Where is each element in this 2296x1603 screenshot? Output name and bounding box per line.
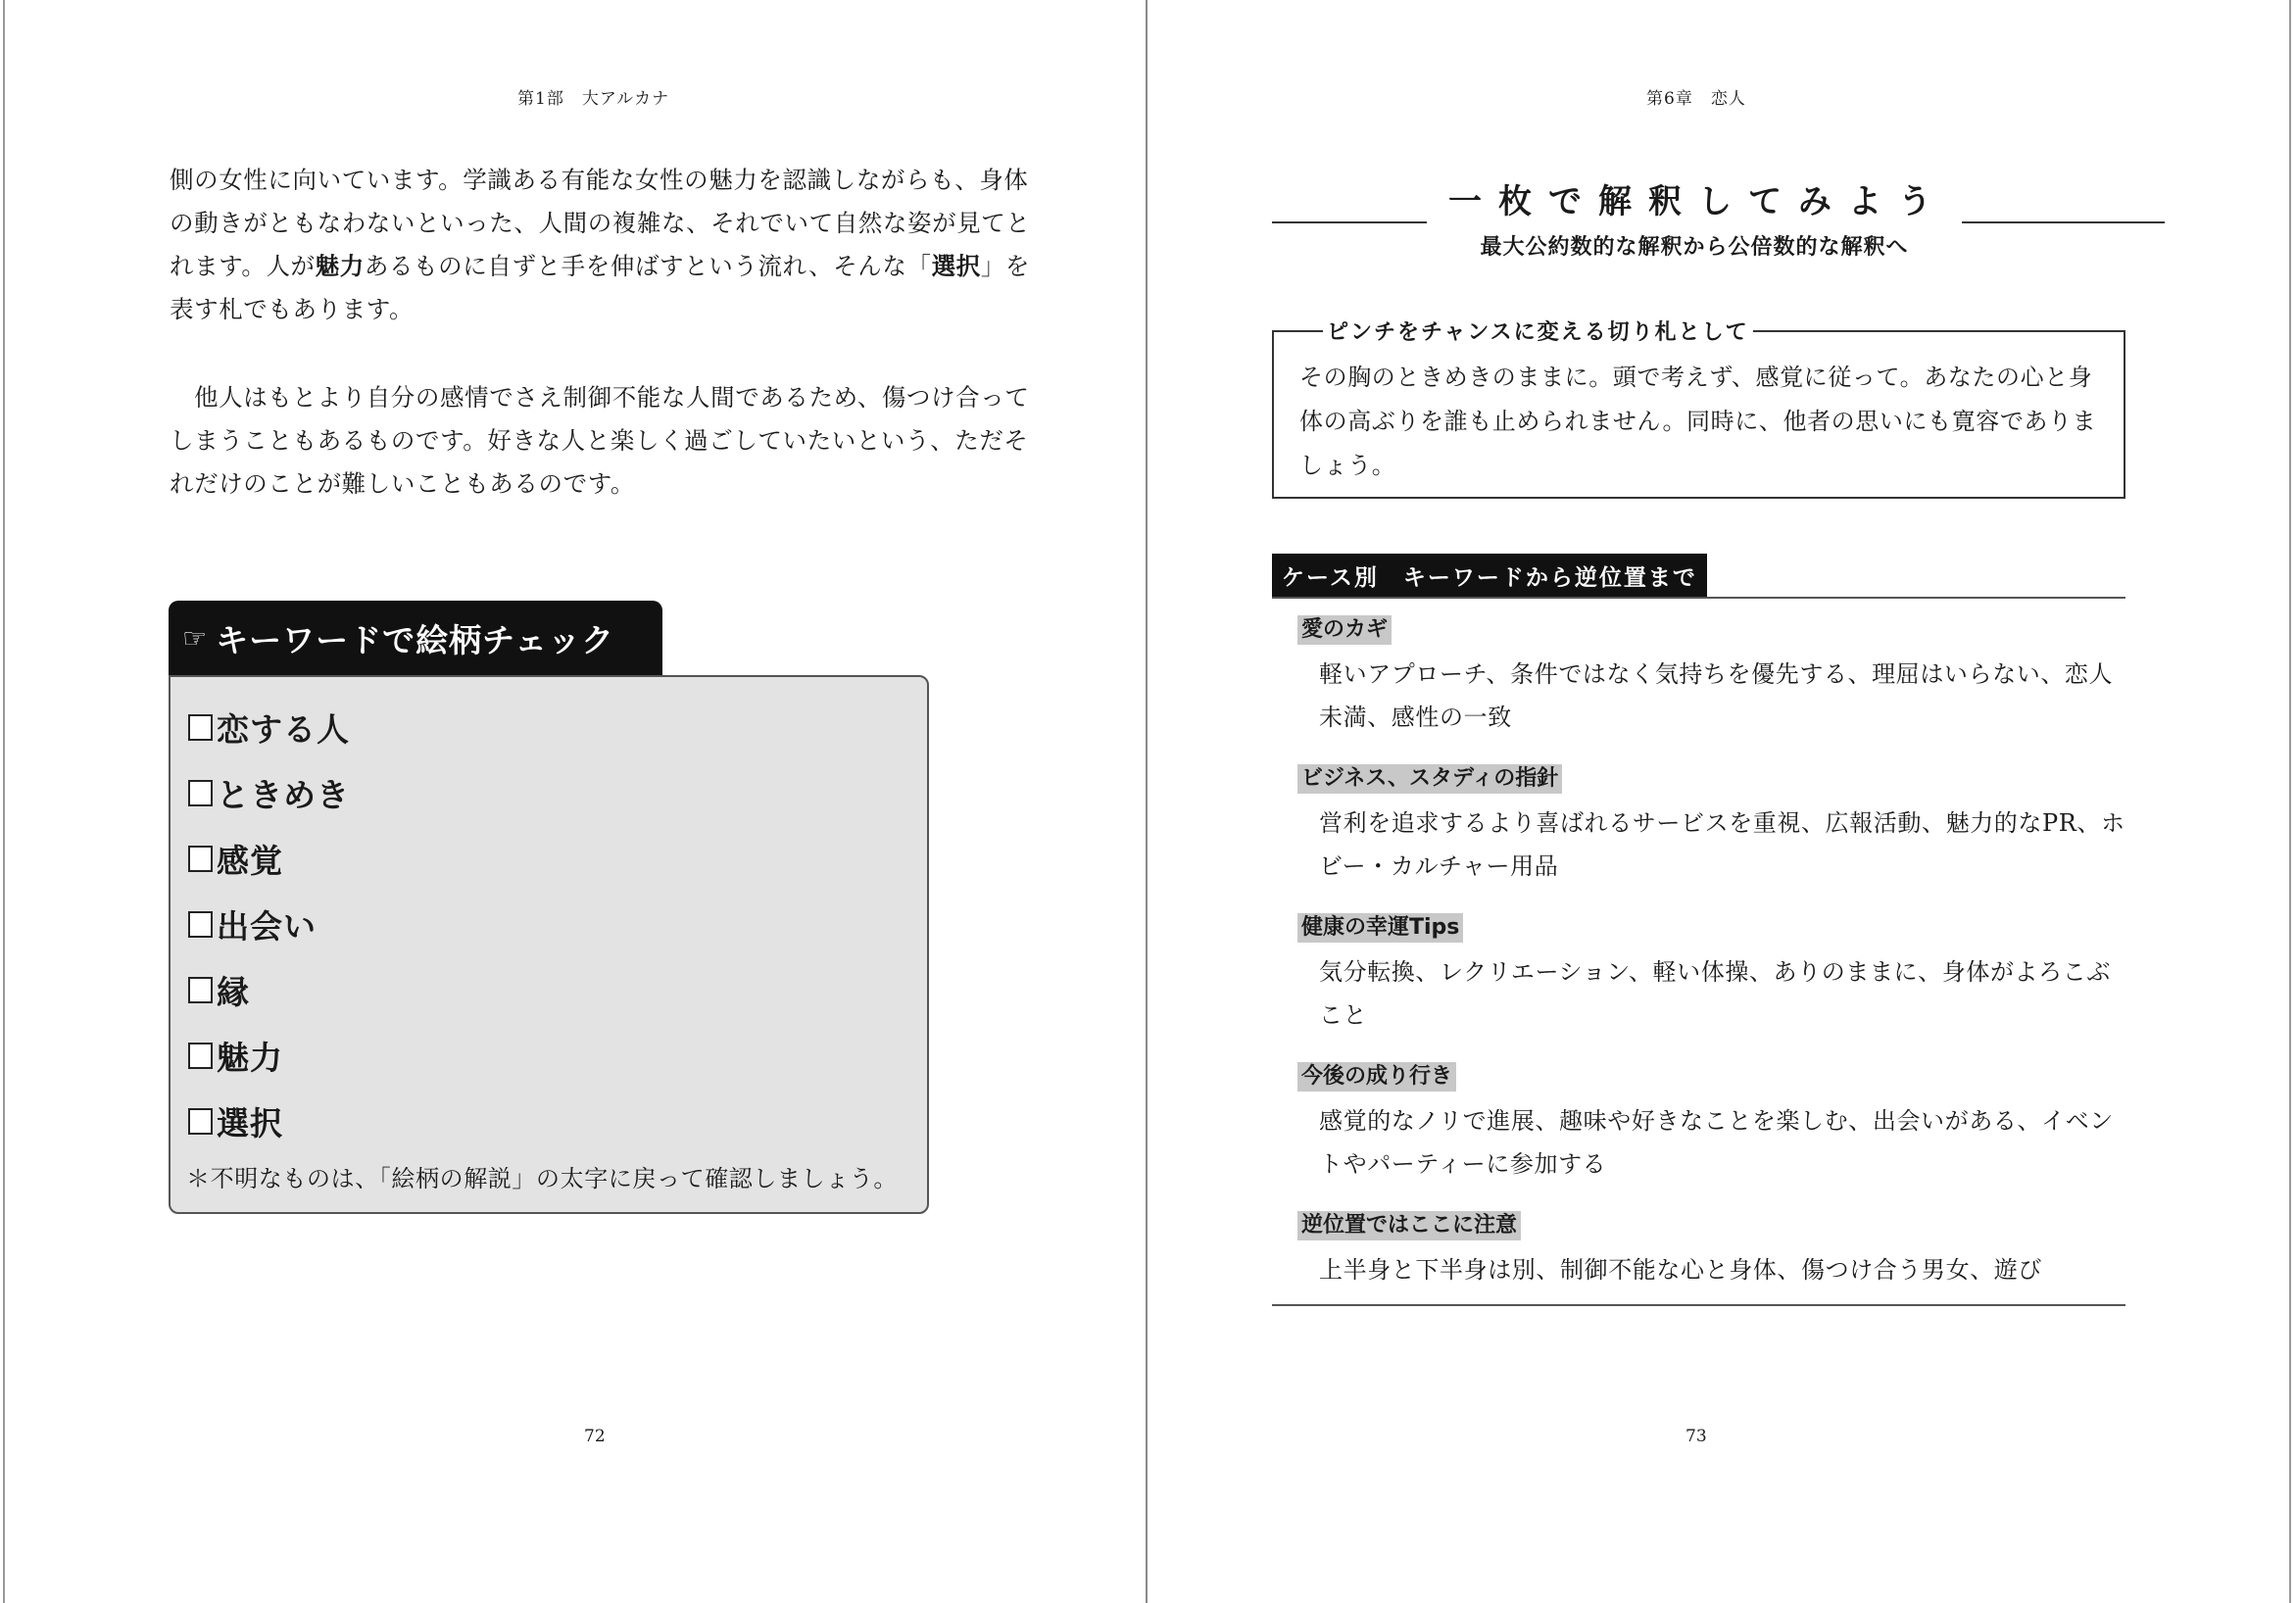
case-section-header: ケース別 キーワードから逆位置まで [1272, 554, 1707, 597]
keyword-check-tab [169, 601, 662, 675]
keyword-item[interactable] [188, 1089, 350, 1154]
bold-term: 魅力 [315, 252, 365, 280]
page-edge-left [3, 0, 5, 1603]
text-segment: 側の女性に向いています。学識ある有能な女性の魅力を認識しながらも、身体の動きがともなわないといった、人間の複雑な、それでいて自然な姿が見てとれます。人が [170, 166, 1031, 280]
section-subheading: 最大公約数的な解釈から公倍数的な解釈へ [1480, 235, 1909, 260]
case-item-health [1297, 913, 2125, 1037]
heading-rule-left [1272, 221, 1427, 223]
heading-rule-right [1962, 221, 2165, 223]
keyword-label: 出会い [217, 907, 317, 946]
body-paragraph-2 [170, 376, 1032, 506]
keyword-item[interactable] [188, 695, 350, 760]
keyword-item[interactable] [188, 760, 350, 826]
keyword-label: 恋する人 [217, 710, 350, 749]
case-text: 気分転換、レクリエーション、軽い体操、ありのままに、身体がよろこぶこと [1319, 958, 2111, 1029]
checkbox-icon[interactable] [188, 714, 213, 741]
checkbox-icon[interactable] [188, 1043, 213, 1069]
keyword-check-box [169, 675, 929, 1214]
pinch-box-title: ピンチをチャンスに変える切り札として [1323, 316, 1753, 346]
page-number-right: 73 [1685, 1427, 1707, 1446]
text-segment: あるものに自ずと手を伸ばすという流れ、そんな「 [364, 252, 932, 280]
checkbox-icon[interactable] [188, 977, 213, 1003]
keyword-item[interactable] [188, 826, 350, 892]
section-heading [1148, 174, 2288, 227]
keyword-checklist [188, 695, 350, 1154]
checkbox-icon[interactable] [188, 846, 213, 872]
case-section-rule-bottom [1272, 1304, 2125, 1306]
case-label: 愛のカギ [1297, 615, 1392, 645]
keyword-check-note: ＊不明なものは、「絵柄の解説」の太字に戻って確認しましょう。 [186, 1165, 898, 1192]
left-page [6, 0, 1145, 1603]
keyword-item[interactable] [188, 892, 350, 957]
running-head-left: 第1部 大アルカナ [517, 89, 670, 109]
case-text: 営利を追求するより喜ばれるサービスを重視、広報活動、魅力的なPR、ホビー・カルチャー用品 [1319, 809, 2125, 880]
keyword-label: ときめき [217, 776, 350, 814]
running-head-right: 第6章 恋人 [1646, 89, 1746, 109]
keyword-check-title: キーワードで絵柄チェック [216, 620, 615, 659]
keyword-label: 感覚 [217, 842, 283, 880]
case-section-rule-top [1272, 597, 2125, 599]
body-paragraph-2-text: 他人はもとより自分の感情でさえ制御不能な人間であるため、傷つけ合ってしまうこともあるものです。好きな人と楽しく過ごしていたいという、ただそれだけのことが難しいこともあるのです。 [170, 383, 1030, 498]
case-label: 逆位置ではここに注意 [1297, 1211, 1521, 1240]
gutter-divider [1146, 0, 1148, 1603]
case-item-love [1297, 615, 2125, 739]
keyword-item[interactable] [188, 1023, 350, 1089]
case-item-future [1297, 1062, 2125, 1186]
bold-term: 選択 [931, 252, 981, 280]
case-label: 健康の幸運Tips [1297, 913, 1463, 943]
keyword-label: 縁 [217, 973, 250, 1011]
keyword-item[interactable] [188, 957, 350, 1023]
page-edge-right [2289, 0, 2291, 1603]
pointing-hand-icon: ☞ [182, 621, 209, 655]
checkbox-icon[interactable] [188, 911, 213, 938]
keyword-label: 選択 [217, 1104, 283, 1142]
body-paragraph-1-text [170, 159, 1032, 331]
pinch-box [1272, 320, 2125, 499]
right-page [1148, 0, 2288, 1603]
case-item-business [1297, 764, 2125, 888]
keyword-label: 魅力 [217, 1039, 283, 1077]
case-text: 上半身と下半身は別、制御不能な心と身体、傷つけ合う男女、遊び [1319, 1256, 2042, 1284]
case-label: ビジネス、スタディの指針 [1297, 764, 1562, 794]
page-number-left: 72 [584, 1427, 606, 1446]
case-text: 感覚的なノリで進展、趣味や好きなことを楽しむ、出会いがある、イベントやパーティーに参加する [1319, 1107, 2114, 1178]
case-item-reversed [1297, 1211, 2125, 1291]
section-heading-text: 一枚で解釈してみよう [1448, 182, 1948, 221]
checkbox-icon[interactable] [188, 1108, 213, 1135]
text-segment: 」を表す札でもあります。 [170, 252, 1031, 323]
case-label: 今後の成り行き [1297, 1062, 1456, 1092]
pinch-box-text: その胸のときめきのままに。頭で考えず、感覚に従って。あなたの心と身体の高ぶりを誰も止められません。同時に、他者の思いにも寛容でありましょう。 [1299, 364, 2097, 479]
case-text: 軽いアプローチ、条件ではなく気持ちを優先する、理屈はいらない、恋人未満、感性の一致 [1319, 660, 2114, 731]
body-paragraph-1 [170, 159, 1032, 331]
checkbox-icon[interactable] [188, 780, 213, 806]
